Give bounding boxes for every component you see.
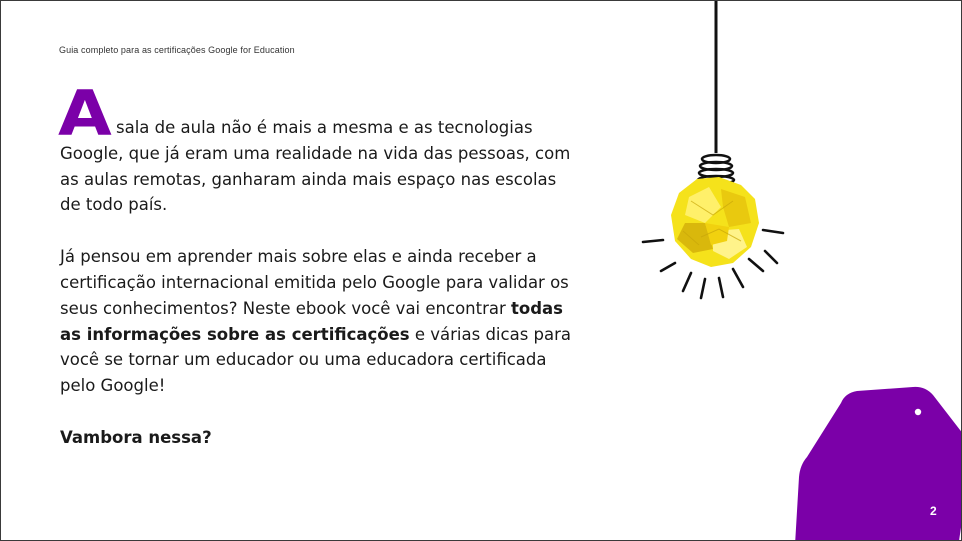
paragraph-intro-text: sala de aula não é mais a mesma e as tecnologias Google, que já eram uma realidade na vida das pessoas, com as aulas remotas, ganharam ainda mais espaço nas escolas de todo país.: [60, 118, 571, 215]
paragraph-certification-start: Já pensou em aprender mais sobre elas e ainda receber a certificação internacional emitida pelo Google para validar os seus conhecimentos? Neste ebook você vai encontrar: [60, 247, 569, 318]
light-bulb-illustration: [601, 1, 801, 321]
call-to-action: Vambora nessa?: [60, 427, 212, 447]
paragraph-certification-highlight: todas as informações sobre as certificações: [60, 298, 564, 344]
paragraph-certification-end: e várias dicas para você se tornar um educador ou uma educadora certificada pelo Google!: [60, 324, 572, 396]
page-number: 2: [930, 504, 937, 518]
paragraph-certification: [60, 244, 580, 399]
drop-cap: A: [58, 77, 112, 150]
body-text: [58, 77, 580, 451]
document-header: Guia completo para as certificações Google for Education: [59, 45, 295, 55]
paragraph-intro: [58, 77, 580, 218]
